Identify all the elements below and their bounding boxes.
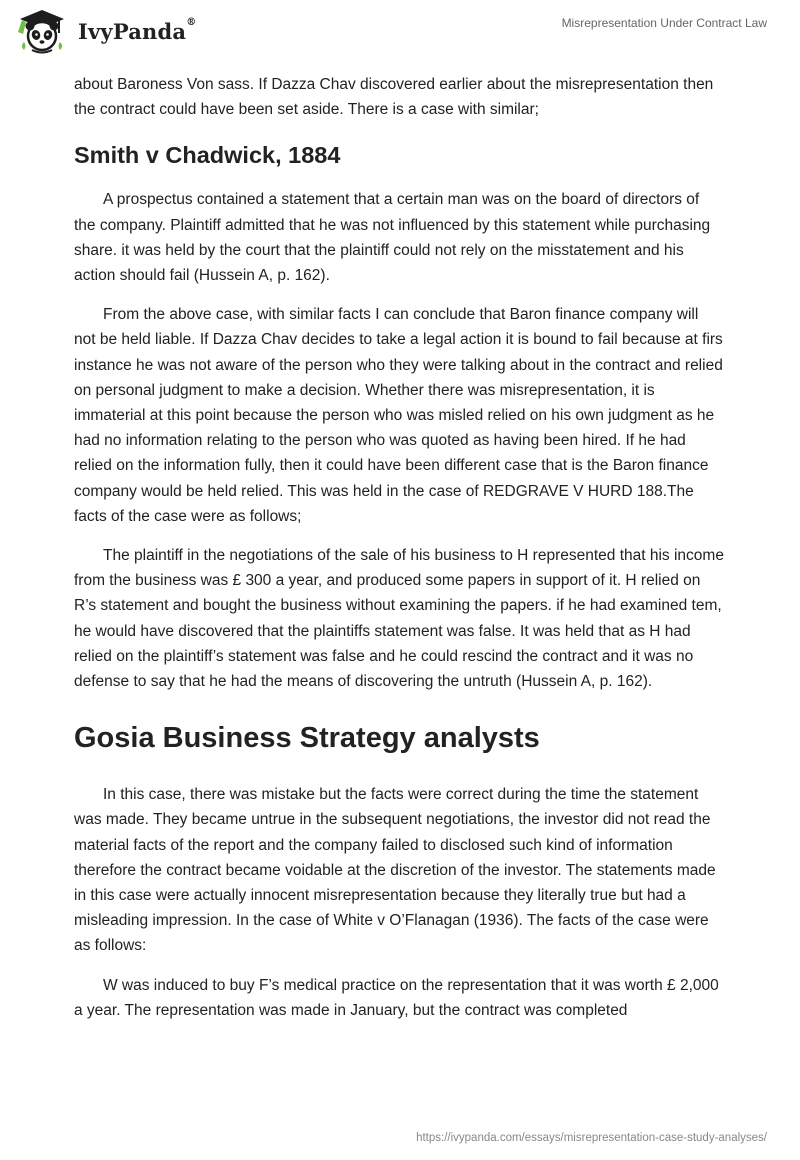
ivypanda-logo[interactable] xyxy=(14,8,196,54)
page-header xyxy=(0,0,800,64)
paragraph: W was induced to buy F’s medical practice on the representation that it was worth £ 2,000 a year. The representation was made in January, but the contract was completed xyxy=(74,976,719,1019)
document-title: Misrepresentation Under Contract Law xyxy=(561,16,767,30)
paragraph: A prospectus contained a statement that a certain man was on the board of directors of the company. Plaintiff admitted that he was not influenced by this statement while purchasing share. it was held by the court that the plaintiff could not rely on the misstatement and his action should fail (Hussein A, p. 162). xyxy=(74,191,711,285)
paragraph: From the above case, with similar facts I can conclude that Baron finance company will not be held liable. If Dazza Chav decides to take a legal action it is bound to fail because at firs instance he was not aware of the person who they were talking about in the contract and relied on personal judgment to make a decision. Whether there was misrepresentation, it is immaterial at this point because the person who was misled relied on his own judgment as he had no information relating to the person who was quoted as having been hired. If he had relied on the information fully, then it could have been different case that is the Baron finance company would be held relied. This was held in the case of REDGRAVE V HURD 188.The facts of the case were as follows; xyxy=(74,306,723,525)
paragraph: In this case, there was mistake but the facts were correct during the time the statement was made. They became untrue in the subsequent negotiations, the investor did not read the material facts of the report and the company failed to disclosed such kind of information therefore the contract became voidable at the discretion of the investor. The statements made in this case were actually innocent misrepresentation because they literally true but had a misleading impression. In the case of White v O’Flanagan (1936). The facts of the case were as follows: xyxy=(74,786,716,955)
section-heading-gosia-business-strategy: Gosia Business Strategy analysts xyxy=(74,722,540,755)
intro-paragraph: about Baroness Von sass. If Dazza Chav discovered earlier about the misrepresentation then the contract could have been set aside. There is a case with similar; xyxy=(74,76,714,119)
brand-name: IvyPanda® xyxy=(78,16,197,44)
article-body xyxy=(74,72,724,1037)
footer-source-url[interactable]: https://ivypanda.com/essays/misrepresentation-case-study-analyses/ xyxy=(416,1132,767,1144)
section-heading-smith-v-chadwick: Smith v Chadwick, 1884 xyxy=(74,142,341,169)
panda-graduation-icon xyxy=(14,8,70,54)
paragraph: The plaintiff in the negotiations of the sale of his business to H represented that his income from the business was £ 300 a year, and produced some papers in support of it. H relied on R’s statement and bought the business without examining the papers. if he had examined tem, he would have discovered that the plaintiffs statement was false. It was held that as H had relied on the plaintiff’s statement was false and he could rescind the contract and it was no defense to say that he had the means of discovering the untruth (Hussein A, p. 162). xyxy=(74,547,724,691)
registered-mark: ® xyxy=(186,16,197,28)
